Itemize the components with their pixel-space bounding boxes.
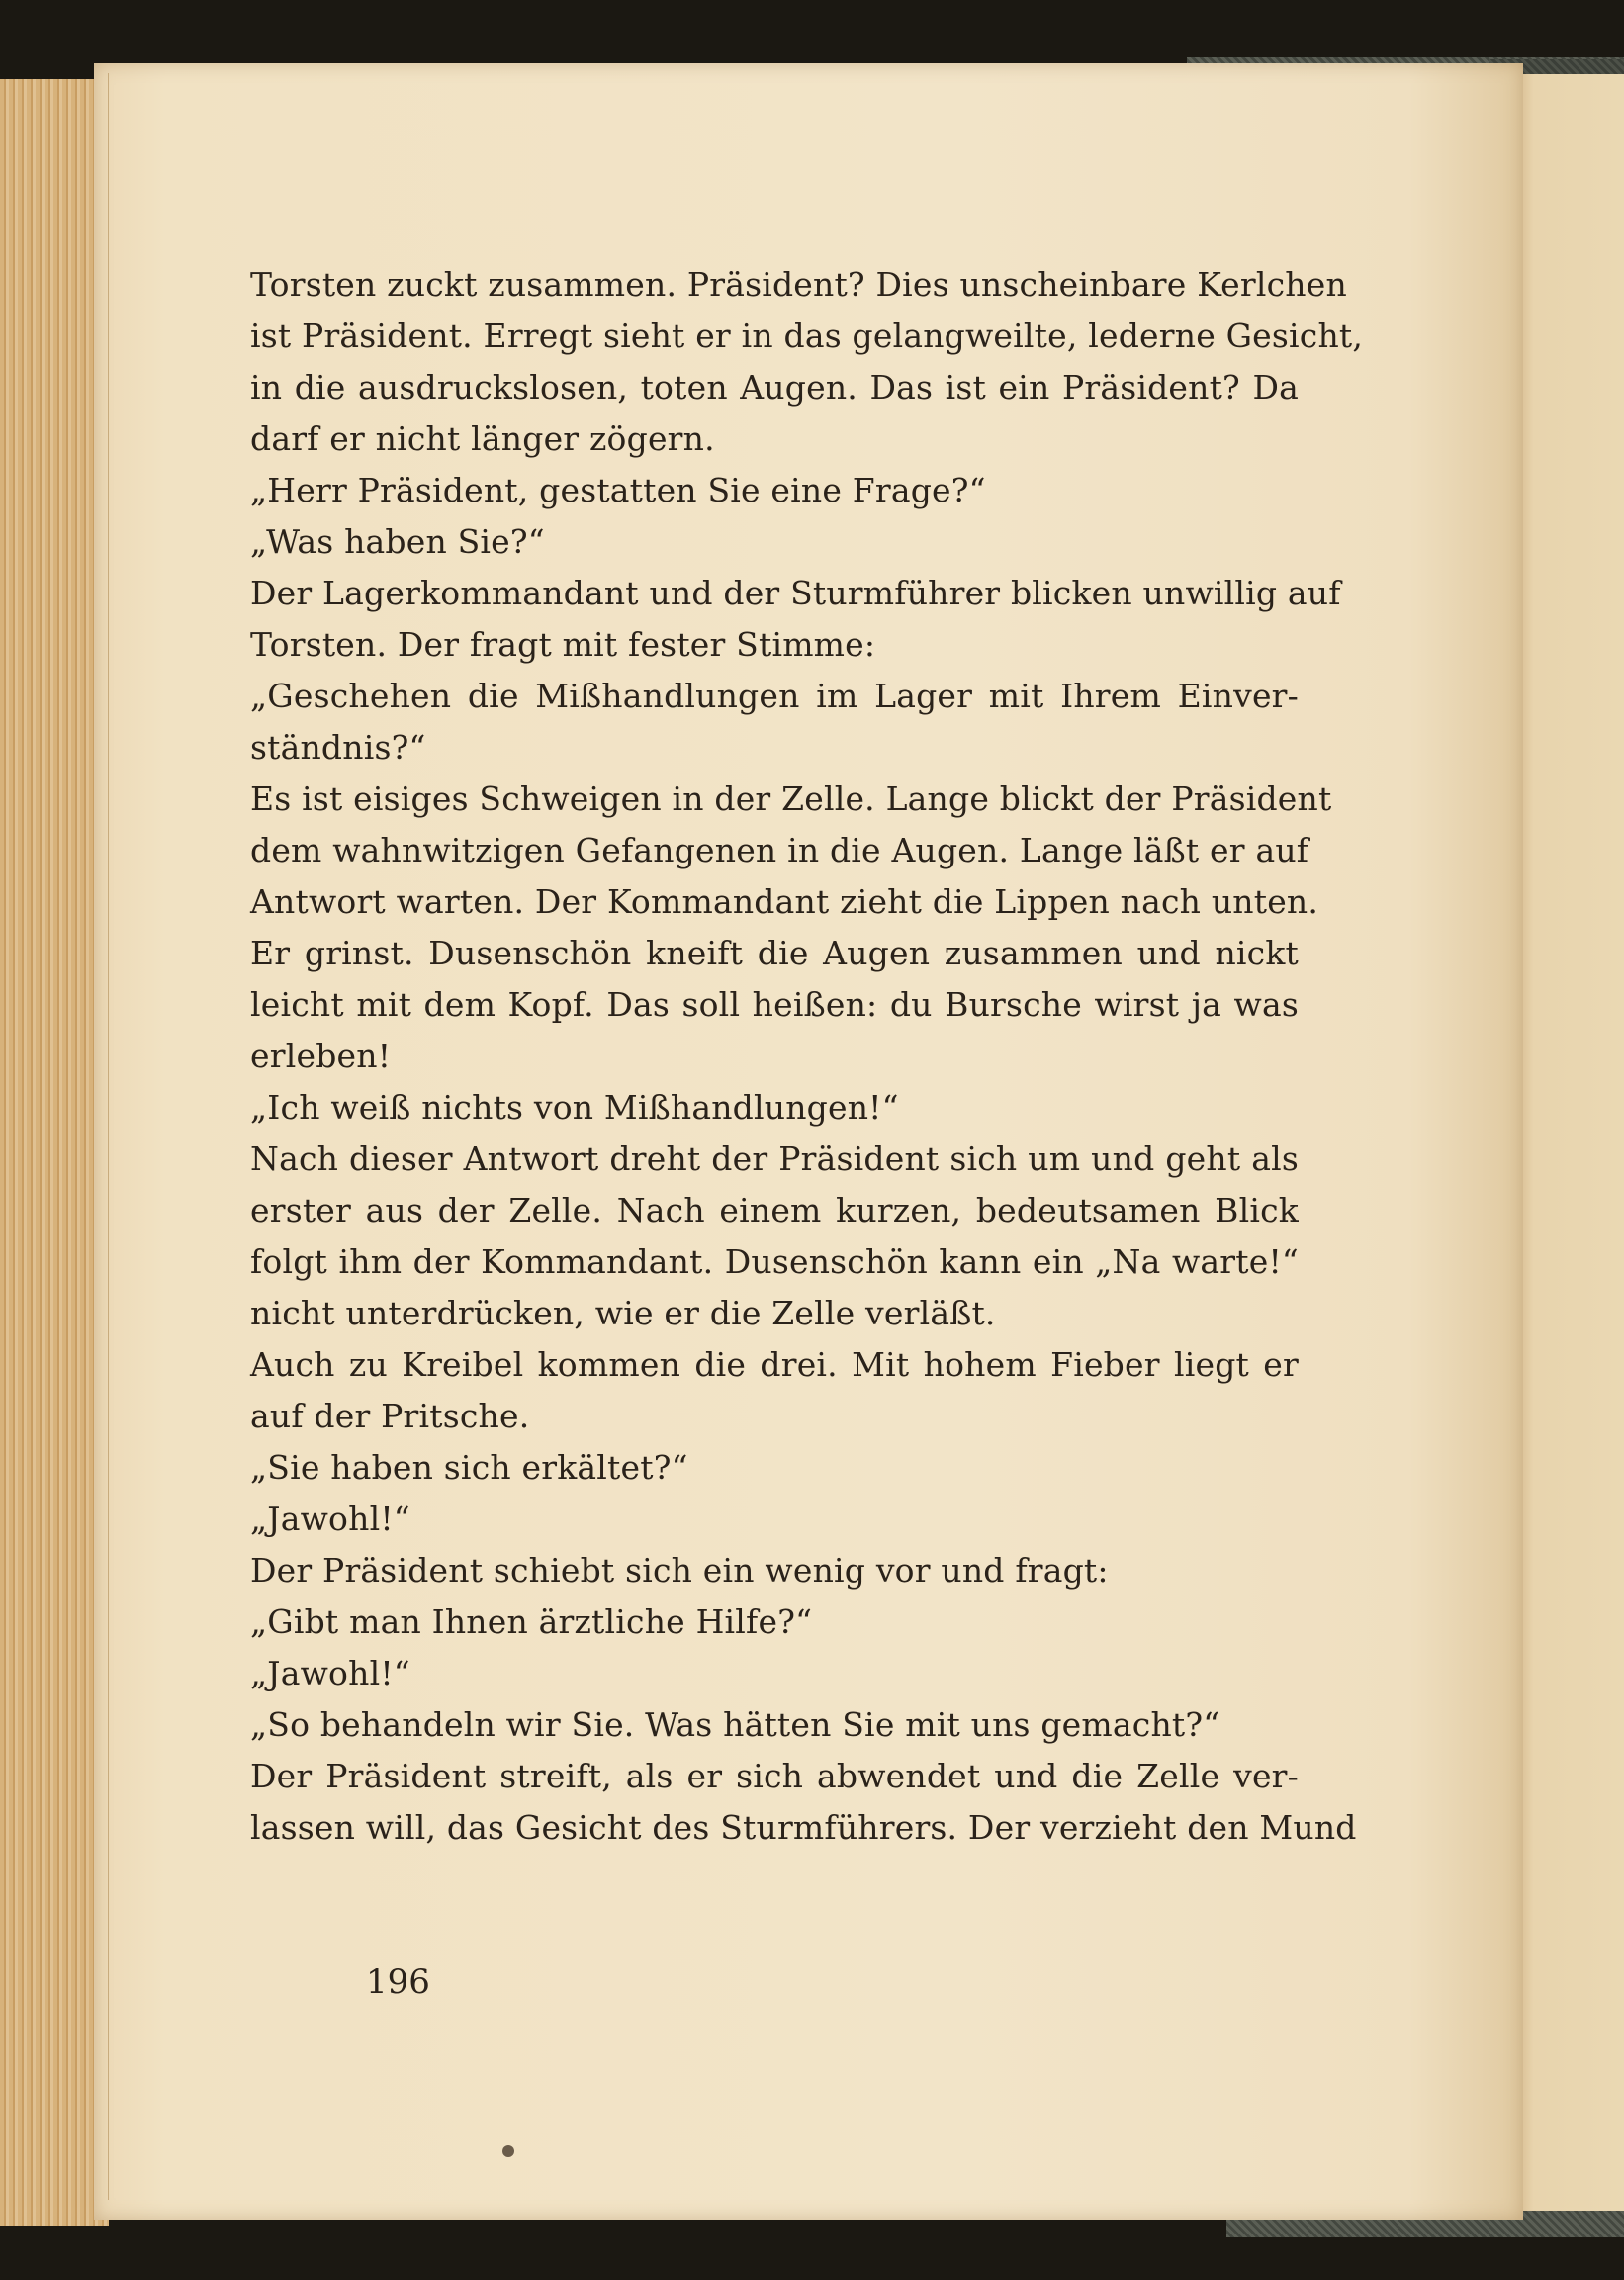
text-line: Antwort warten. Der Kommandant zieht die Lippen nach unten. — [250, 882, 1319, 921]
text-line: darf er nicht länger zögern. — [250, 419, 715, 458]
text-line: „Jawohl!“ — [250, 1654, 410, 1692]
text-line: Der Präsident schiebt sich ein wenig vor und fragt: — [250, 1551, 1109, 1590]
text-line: Der Lagerkommandant und der Sturmführer blicken unwillig auf — [250, 574, 1341, 612]
text-line: Torsten. Der fragt mit fester Stimme: — [250, 625, 876, 664]
text-line: „Jawohl!“ — [250, 1500, 410, 1538]
text-line: „So behandeln wir Sie. Was hätten Sie mit uns gemacht?“ — [250, 1705, 1220, 1744]
text-line: ständnis?“ — [250, 728, 426, 767]
text-line: dem wahnwitzigen Gefangenen in die Augen. Lange läßt er auf — [250, 831, 1309, 869]
text-line: Torsten zuckt zusammen. Präsident? Dies unscheinbare Kerlchen — [250, 265, 1347, 304]
text-line: leicht mit dem Kopf. Das soll heißen: du Bursche wirst ja was — [250, 985, 1299, 1024]
text-line: „Ich weiß nichts von Mißhandlungen!“ — [250, 1088, 899, 1127]
text-line: Es ist eisiges Schweigen in der Zelle. Lange blickt der Präsident — [250, 779, 1332, 818]
text-line: „Was haben Sie?“ — [250, 522, 545, 561]
text-line: „Gibt man Ihnen ärztliche Hilfe?“ — [250, 1602, 813, 1641]
text-line: ist Präsident. Erregt sieht er in das gelangweilte, lederne Gesicht, — [250, 317, 1364, 355]
text-line: „Sie haben sich erkältet?“ — [250, 1448, 688, 1487]
text-line: „Geschehen die Mißhandlungen im Lager mit Ihrem Einver- — [250, 677, 1299, 715]
text-line: „Herr Präsident, gestatten Sie eine Frage?“ — [250, 471, 986, 509]
text-line: Auch zu Kreibel kommen die drei. Mit hohem Fieber liegt er — [250, 1345, 1299, 1384]
text-line: erster aus der Zelle. Nach einem kurzen, bedeutsamen Blick — [250, 1191, 1299, 1230]
text-line: Der Präsident streift, als er sich abwendet und die Zelle ver- — [250, 1757, 1299, 1795]
ink-spot — [502, 2145, 514, 2157]
text-line: auf der Pritsche. — [250, 1397, 530, 1435]
page-fold-line — [108, 73, 109, 2200]
text-line: folgt ihm der Kommandant. Dusenschön kann ein „Na warte!“ — [250, 1242, 1299, 1281]
text-line: lassen will, das Gesicht des Sturmführers. Der verzieht den Mund — [250, 1808, 1357, 1847]
page-number: 196 — [366, 1962, 430, 2002]
text-line: in die ausdruckslosen, toten Augen. Das ist ein Präsident? Da — [250, 368, 1299, 407]
page-stack-edge — [0, 79, 109, 2226]
text-line: Nach dieser Antwort dreht der Präsident sich um und geht als — [250, 1140, 1299, 1178]
text-line: erleben! — [250, 1037, 392, 1075]
text-line: Er grinst. Dusenschön kneift die Augen zusammen und nickt — [250, 934, 1299, 972]
text-line: nicht unterdrücken, wie er die Zelle verläßt. — [250, 1294, 996, 1332]
